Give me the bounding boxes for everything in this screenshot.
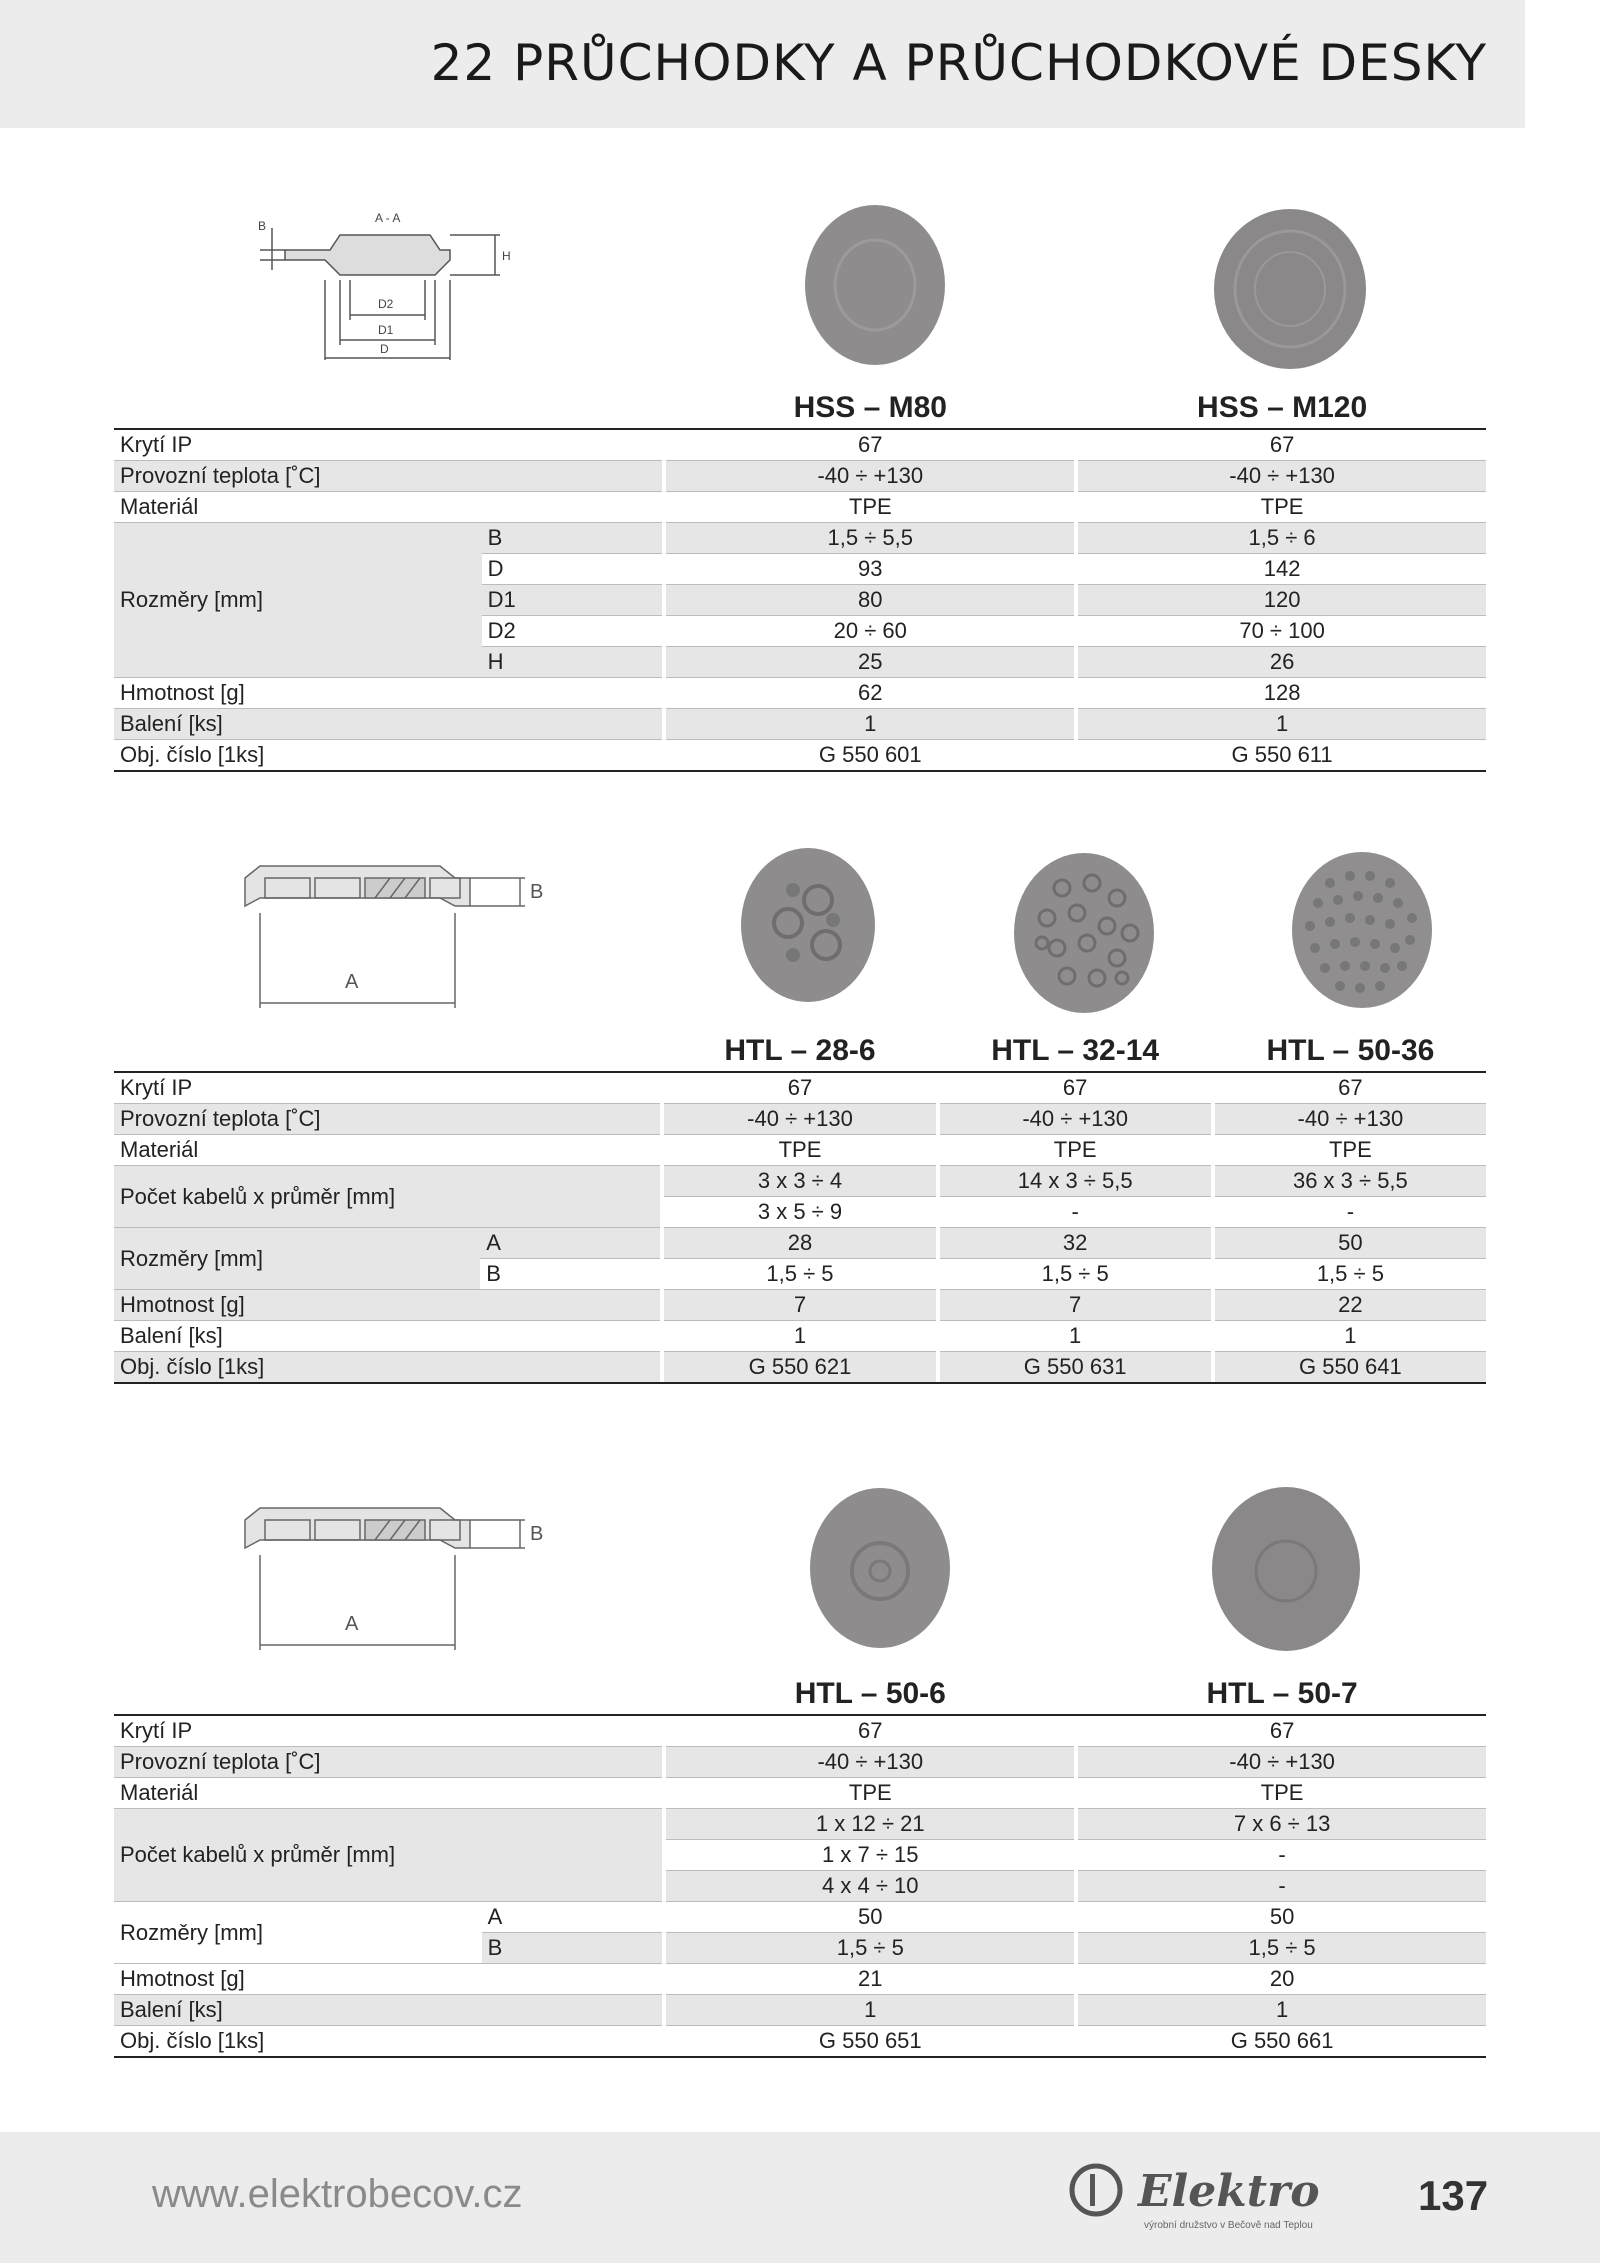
cell-value: - [940,1197,1211,1228]
product-header: HTL – 28-6 [664,1027,935,1073]
sub-label: B [482,1933,663,1964]
row-label: Balení [ks] [114,1321,660,1352]
sub-label: B [480,1259,660,1290]
label-b: B [258,219,267,233]
cell-value: 80 [666,585,1074,616]
cell-value: 1,5 ÷ 5 [1215,1259,1486,1290]
product-header: HTL – 32-14 [940,1027,1211,1073]
row-label: Balení [ks] [114,1995,662,2026]
cell-value: 1,5 ÷ 5 [664,1259,935,1290]
cell-value: 128 [1078,678,1486,709]
label-d1: D1 [378,323,394,337]
htl-32-14-photo [1012,848,1157,1018]
cell-value: 1 [664,1321,935,1352]
sub-label: A [482,1902,663,1933]
cell-value: 28 [664,1228,935,1259]
row-label-cables: Počet kabelů x průměr [mm] [114,1809,662,1902]
cell-value: 67 [666,1716,1074,1747]
cell-value: 21 [666,1964,1074,1995]
cell-value: 7 x 6 ÷ 13 [1078,1809,1486,1840]
row-label: Krytí IP [114,1073,660,1104]
row-label: Provozní teplota [˚C] [114,1104,660,1135]
cell-value: -40 ÷ +130 [1078,1747,1486,1778]
hss-m80-photo [800,200,950,370]
cell-value: 50 [666,1902,1074,1933]
cell-value: 7 [664,1290,935,1321]
cell-value: TPE [940,1135,1211,1166]
row-label: Materiál [114,1778,662,1809]
row-label: Materiál [114,1135,660,1166]
cell-value: TPE [666,492,1074,523]
cell-value: G 550 601 [666,740,1074,772]
logo-subtitle: výrobní družstvo v Bečově nad Teplou [1144,2220,1313,2231]
cell-value: - [1078,1840,1486,1871]
cell-value: G 550 641 [1215,1352,1486,1384]
cell-value: 1,5 ÷ 6 [1078,523,1486,554]
product-header: HSS – M120 [1078,384,1486,430]
label-h: H [502,249,511,263]
cell-value: -40 ÷ +130 [664,1104,935,1135]
cell-value: 67 [1078,1716,1486,1747]
cell-value: 20 ÷ 60 [666,616,1074,647]
cell-value: 50 [1215,1228,1486,1259]
htl-3col-spec-table [114,1027,1486,1384]
row-label: Obj. číslo [1ks] [114,1352,660,1384]
label-a: A [345,971,359,993]
cell-value: 4 x 4 ÷ 10 [666,1871,1074,1902]
cell-value: 32 [940,1228,1211,1259]
cell-value: TPE [1215,1135,1486,1166]
cell-value: 7 [940,1290,1211,1321]
product-header: HTL – 50-36 [1215,1027,1486,1073]
row-label: Provozní teplota [˚C] [114,1747,662,1778]
cell-value: 142 [1078,554,1486,585]
cell-value: 1 [666,709,1074,740]
label-b: B [530,881,544,903]
row-label: Balení [ks] [114,709,662,740]
row-label: Hmotnost [g] [114,678,662,709]
label-b: B [530,1523,544,1545]
hss-technical-drawing [250,200,570,375]
cell-value: 1 x 7 ÷ 15 [666,1840,1074,1871]
page-footer [0,2132,1600,2263]
product-header: HTL – 50-6 [666,1670,1074,1716]
cell-value: 1 [1078,1995,1486,2026]
product-header: HSS – M80 [666,384,1074,430]
cell-value: 36 x 3 ÷ 5,5 [1215,1166,1486,1197]
cell-value: 67 [1078,430,1486,461]
cell-value: 67 [664,1073,935,1104]
cell-value: 120 [1078,585,1486,616]
row-label: Krytí IP [114,430,662,461]
cell-value: 1 x 12 ÷ 21 [666,1809,1074,1840]
cell-value: - [1078,1871,1486,1902]
cell-value: 20 [1078,1964,1486,1995]
sub-label: D1 [482,585,663,616]
cell-value: 26 [1078,647,1486,678]
sub-label: H [482,647,663,678]
cell-value: 93 [666,554,1074,585]
page-number: 137 [1418,2172,1489,2219]
row-label: Krytí IP [114,1716,662,1747]
cell-value: 22 [1215,1290,1486,1321]
row-label-cables: Počet kabelů x průměr [mm] [114,1166,660,1228]
row-label: Hmotnost [g] [114,1290,660,1321]
row-label: Hmotnost [g] [114,1964,662,1995]
cell-value: G 550 611 [1078,740,1486,772]
htl-technical-drawing [240,858,570,1018]
cell-value: 1,5 ÷ 5 [1078,1933,1486,1964]
sub-label: D2 [482,616,663,647]
label-d2: D2 [378,297,394,311]
cell-value: 1,5 ÷ 5,5 [666,523,1074,554]
cell-value: 3 x 3 ÷ 4 [664,1166,935,1197]
cell-value: -40 ÷ +130 [666,461,1074,492]
cell-value: G 550 661 [1078,2026,1486,2058]
cell-value: 1 [1078,709,1486,740]
logo-text: Elektro [1138,2166,1320,2217]
cell-value: 67 [940,1073,1211,1104]
htl-50-36-photo [1290,848,1435,1013]
row-label-dims: Rozměry [mm] [114,523,482,678]
row-label-dims: Rozměry [mm] [114,1228,480,1290]
elektro-logo [1066,2160,1386,2240]
cell-value: G 550 651 [666,2026,1074,2058]
htl-28-6-photo [738,845,878,1005]
cell-value: 14 x 3 ÷ 5,5 [940,1166,1211,1197]
htl-50-spec-table [114,1670,1486,2058]
cell-value: -40 ÷ +130 [940,1104,1211,1135]
cell-value: 62 [666,678,1074,709]
label-aa: A - A [375,211,401,225]
htl-50-6-photo [808,1483,953,1653]
cell-value: G 550 621 [664,1352,935,1384]
htl-50-7-photo [1210,1483,1362,1655]
row-label: Obj. číslo [1ks] [114,2026,662,2058]
sub-label: A [480,1228,660,1259]
product-header: HTL – 50-7 [1078,1670,1486,1716]
cell-value: 50 [1078,1902,1486,1933]
cell-value: 70 ÷ 100 [1078,616,1486,647]
row-label: Materiál [114,492,662,523]
cell-value: 1 [940,1321,1211,1352]
row-label: Obj. číslo [1ks] [114,740,662,772]
cell-value: 1,5 ÷ 5 [940,1259,1211,1290]
hss-m120-photo [1210,205,1370,373]
cell-value: TPE [1078,492,1486,523]
sub-label: D [482,554,663,585]
page-header [0,0,1525,128]
htl-50-technical-drawing [240,1500,570,1660]
row-label: Provozní teplota [˚C] [114,461,662,492]
cell-value: 25 [666,647,1074,678]
sub-label: B [482,523,663,554]
cell-value: -40 ÷ +130 [666,1747,1074,1778]
cell-value: -40 ÷ +130 [1078,461,1486,492]
cell-value: 1 [1215,1321,1486,1352]
elektro-logo-mark [1066,2160,1386,2220]
hss-spec-table [114,384,1486,772]
label-a: A [345,1613,359,1635]
cell-value: G 550 631 [940,1352,1211,1384]
cell-value: 67 [666,430,1074,461]
label-d: D [380,342,389,356]
cell-value: TPE [666,1778,1074,1809]
cell-value: 1 [666,1995,1074,2026]
cell-value: 3 x 5 ÷ 9 [664,1197,935,1228]
cell-value: TPE [1078,1778,1486,1809]
row-label-dims: Rozměry [mm] [114,1902,482,1964]
cell-value: TPE [664,1135,935,1166]
cell-value: -40 ÷ +130 [1215,1104,1486,1135]
cell-value: 67 [1215,1073,1486,1104]
cell-value: 1,5 ÷ 5 [666,1933,1074,1964]
cell-value: - [1215,1197,1486,1228]
website-link[interactable]: www.elektrobecov.cz [152,2172,523,2216]
page-title: 22 PRŮCHODKY A PRŮCHODKOVÉ DESKY [430,34,1487,92]
